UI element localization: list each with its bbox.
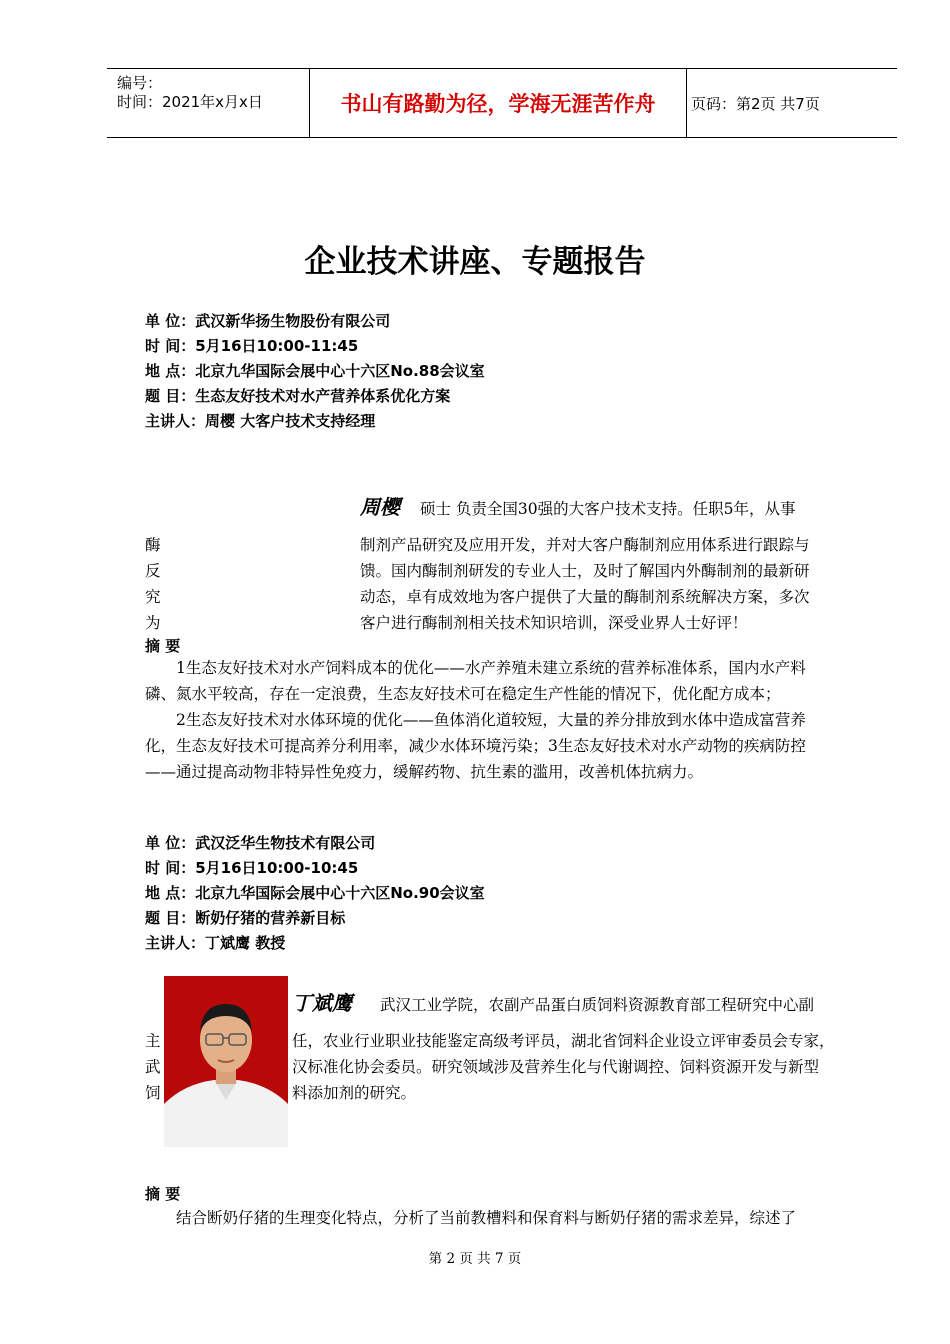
talk1-side-chars <box>145 532 161 636</box>
page-header <box>107 68 897 138</box>
header-meta-cell <box>107 69 310 137</box>
motto: 书山有路勤为径，学海无涯苦作舟 <box>310 69 687 137</box>
page-label: 页码：第2页 共7页 <box>691 94 820 113</box>
serial-label: 编号： <box>117 74 163 92</box>
talk1-info <box>145 309 485 434</box>
talk2-info <box>145 831 485 956</box>
abstract-line: 2生态友好技术对水体环境的优化——鱼体消化道较短，大量的养分排放到水体中造成富营养 <box>176 711 806 729</box>
abstract-line: ——通过提高动物非特异性免疫力，缓解药物、抗生素的滥用，改善机体抗病力。 <box>145 763 704 781</box>
talk1-topic: 题 目：生态友好技术对水产营养体系优化方案 <box>145 387 451 405</box>
abstract-line: 化，生态友好技术可提高养分利用率，减少水体环境污染；3生态友好技术对水产动物的疾病防控 <box>145 737 806 755</box>
side-char: 饲 <box>145 1084 161 1102</box>
talk2-place: 地 点：北京九华国际会展中心十六区No.90会议室 <box>145 884 485 902</box>
talk2-bio-name: 丁斌鹰 <box>292 991 352 1015</box>
talk2-bio-line: 汉标准化协会委员。研究领域涉及营养生化与代谢调控、饲料资源开发与新型 <box>292 1058 820 1076</box>
talk1-bio-line: 动态，卓有成效地为客户提供了大量的酶制剂系统解决方案，多次 <box>360 588 810 606</box>
talk2-topic: 题 目：断奶仔猪的营养新目标 <box>145 909 346 927</box>
talk2-bio-body <box>292 1028 867 1106</box>
side-char: 反 <box>145 562 161 580</box>
side-char: 主 <box>145 1032 161 1050</box>
abstract-line: 结合断奶仔猪的生理变化特点，分析了当前教槽料和保育料与断奶仔猪的需求差异，综述了 <box>176 1209 797 1227</box>
talk2-unit: 单 位：武汉泛华生物技术有限公司 <box>145 834 376 852</box>
talk2-bio-first-text: 武汉工业学院，农副产品蛋白质饲料资源教育部工程研究中心副 <box>380 996 815 1014</box>
talk2-bio-line: 料添加剂的研究。 <box>292 1084 417 1102</box>
portrait-image <box>164 976 288 1147</box>
talk2-abstract-label: 摘 要 <box>145 1185 181 1203</box>
talk1-place: 地 点：北京九华国际会展中心十六区No.88会议室 <box>145 362 485 380</box>
talk1-bio-body <box>360 532 865 636</box>
speaker-photo <box>164 976 288 1147</box>
side-char: 酶 <box>145 536 161 554</box>
side-char: 究 <box>145 588 161 606</box>
talk1-unit: 单 位：武汉新华扬生物股份有限公司 <box>145 312 391 330</box>
side-char: 为 <box>145 614 161 632</box>
talk2-bio-line: 任，农业行业职业技能鉴定高级考评员，湖北省饲料企业设立评审委员会专家， <box>292 1032 835 1050</box>
talk1-abstract-label: 摘 要 <box>145 637 181 655</box>
talk1-bio-line: 馈。国内酶制剂研发的专业人士，及时了解国内外酶制剂的最新研 <box>360 562 810 580</box>
talk1-bio-first <box>360 494 865 522</box>
talk1-abstract <box>145 655 863 785</box>
talk2-side-chars <box>145 1028 161 1106</box>
abstract-line: 1生态友好技术对水产饲料成本的优化——水产养殖未建立系统的营养标准体系，国内水产料 <box>176 659 806 677</box>
talk1-bio-first-text: 硕士 负责全国30强的大客户技术支持。任职5年，从事 <box>420 500 796 518</box>
talk1-bio-line: 客户进行酶制剂相关技术知识培训，深受业界人士好评！ <box>360 614 748 632</box>
talk2-time: 时 间：5月16日10:00-10:45 <box>145 859 359 877</box>
page-footer: 第 2 页 共 7 页 <box>428 1251 522 1267</box>
side-char: 武 <box>145 1058 161 1076</box>
talk1-bio-name: 周樱 <box>360 495 400 519</box>
talk2-speaker: 主讲人：丁斌鹰 教授 <box>145 934 286 952</box>
talk1-bio-line: 制剂产品研究及应用开发，并对大客户酶制剂应用体系进行跟踪与 <box>360 536 810 554</box>
document-title: 企业技术讲座、专题报告 <box>304 244 646 280</box>
abstract-line: 磷、氮水平较高，存在一定浪费，生态友好技术可在稳定生产性能的情况下，优化配方成本； <box>145 685 781 703</box>
talk2-bio-first <box>292 990 867 1018</box>
talk1-speaker: 主讲人：周樱 大客户技术支持经理 <box>145 412 376 430</box>
talk2-abstract <box>145 1205 863 1231</box>
date-label: 时间：2021年x月x日 <box>117 93 263 111</box>
talk1-time: 时 间：5月16日10:00-11:45 <box>145 337 359 355</box>
